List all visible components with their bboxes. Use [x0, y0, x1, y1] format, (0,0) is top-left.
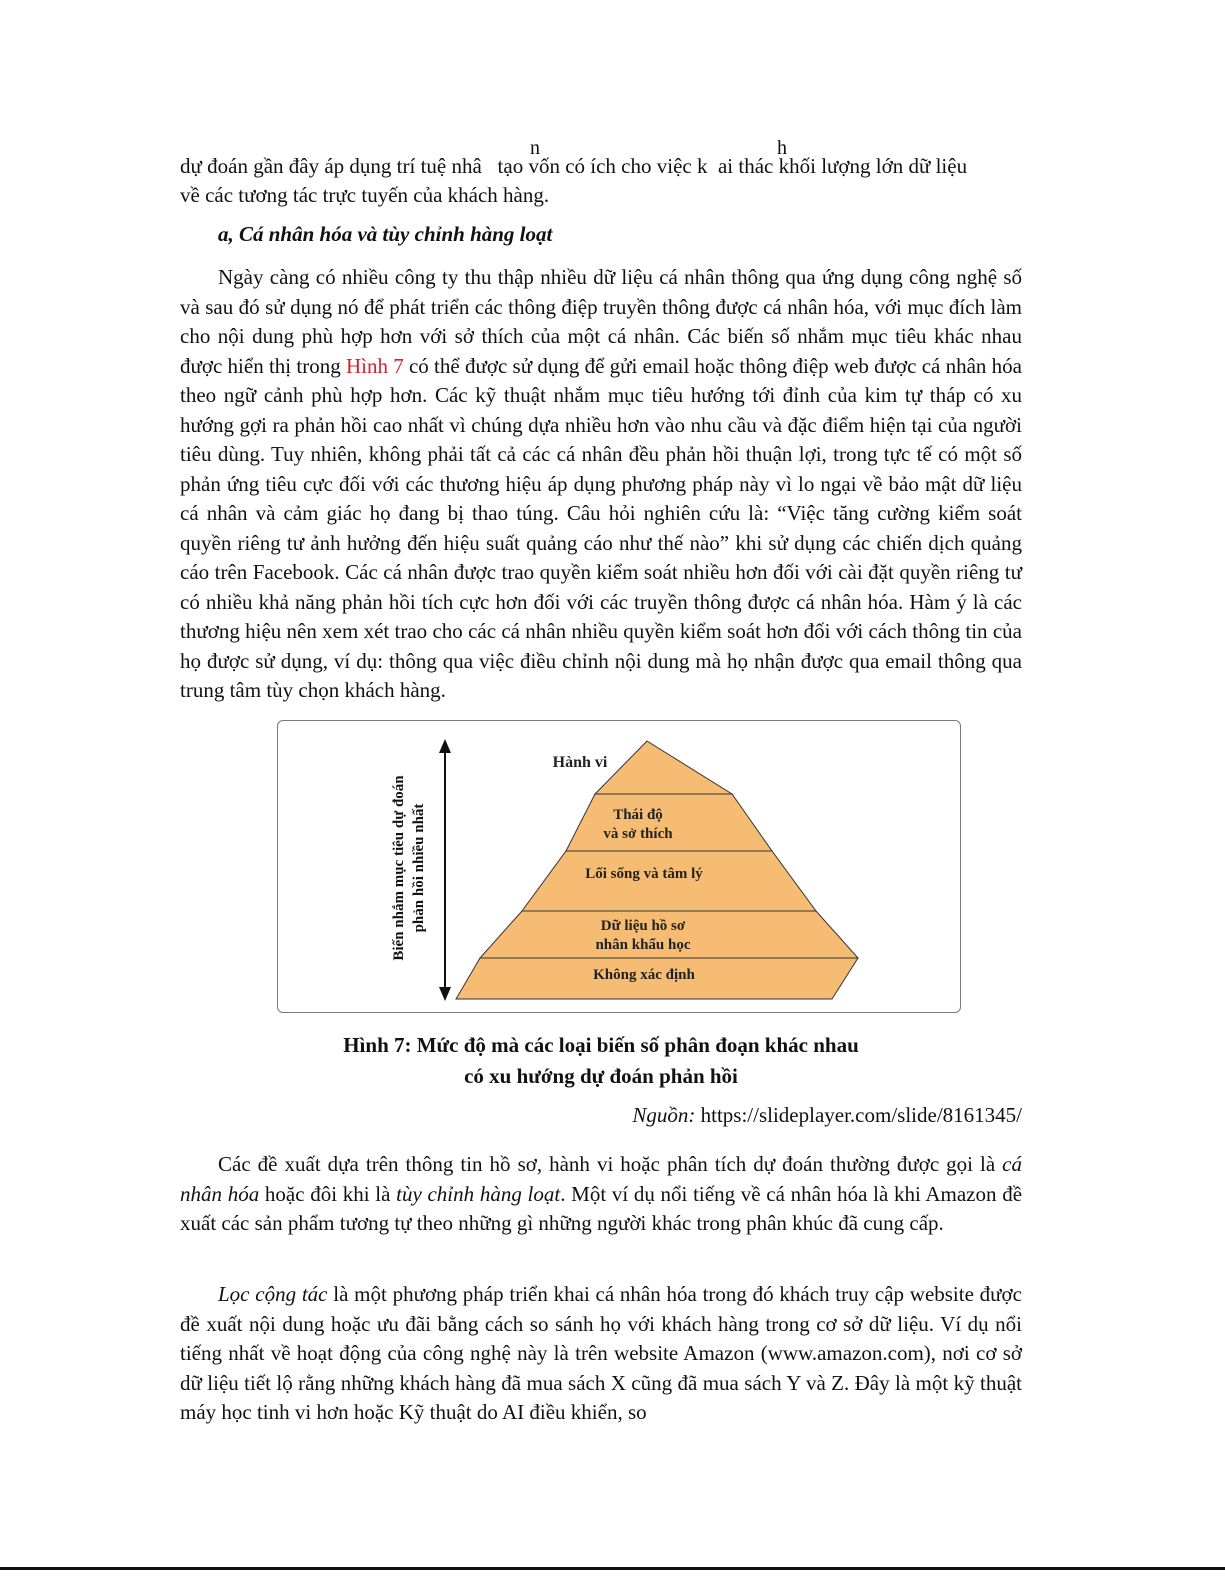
- figure-source: [632, 1100, 1022, 1130]
- figure-reference-link[interactable]: Hình 7: [345, 353, 404, 378]
- bottom-border-rule: [0, 1567, 1225, 1570]
- level-label-demographic-line-1: Dữ liệu hồ sơ: [600, 918, 686, 934]
- p3-term-collaborative-filtering: Lọc cộng tác: [218, 1282, 328, 1306]
- pyramid-layer-behavior: [595, 741, 732, 794]
- level-label-behavior: Hành vi: [552, 754, 608, 771]
- level-label-lifestyle: Lối sống và tâm lý: [585, 866, 703, 882]
- continued-line-1: dự đoán gần đây áp dụng trí tuệ nhâ tạo vốn có ích cho việc k ai thác khối lượng lớn dữ liệu: [180, 154, 968, 178]
- paragraph-text-after-ref: có thể được sử dụng để gửi email hoặc thông điệp web được cá nhân hóa theo ngữ cảnh phù hợp hơn. Các kỹ thuật nhắm mục tiêu hướng tới đỉnh của kim tự tháp có xu hướng gợi ra phản hồi cao nhất vì chúng dựa nhiều hơn vào nhu cầu và đặc điểm hiện tại của người tiêu dùng. Tuy nhiên, không phải tất cả các cá nhân đều phản hồi thuận lợi, trong tực tế có một số phản ứng tiêu cực đối với các thương hiệu áp dụng phương pháp này vì lo ngại về bảo mật dữ liệu cá nhân và cảm giác họ đang bị thao túng. Câu hỏi nghiên cứu là: “Việc tăng cường kiểm soát quyền riêng tư ảnh hưởng đến hiệu suất quảng cáo như thế nào” khi sử dụng các chiến dịch quảng cáo trên Facebook. Các cá nhân được trao quyền kiểm soát nhiều hơn đối với cài đặt quyền riêng tư có nhiều khả năng phản hồi tích cực hơn đối với các truyền thông được cá nhân hóa. Hàm ý là các thương hiệu nên xem xét trao cho các cá nhân nhiều quyền kiểm soát hơn đối với cách thông tin của họ được sử dụng, ví dụ: thông qua việc điều chỉnh nội dung mà họ nhận được qua email thông qua trung tâm tùy chọn khách hàng.: [180, 353, 1022, 702]
- paragraph-collaborative-filtering: [180, 1280, 1022, 1428]
- stray-letter-n: n: [530, 137, 540, 159]
- source-label: Nguồn:: [632, 1103, 696, 1127]
- pyramid-layer-attitudes: [566, 794, 772, 851]
- level-label-attitudes-line-2: và sở thích: [603, 826, 673, 842]
- source-url[interactable]: https://slideplayer.com/slide/8161345/: [695, 1103, 1022, 1127]
- caption-line-2: có xu hướng dự đoán phản hồi: [464, 1064, 738, 1088]
- level-label-demographic-line-2: nhân khẩu học: [595, 937, 691, 953]
- p3-text: là một phương pháp triển khai cá nhân hóa trong đó khách truy cập website được đề xuất nội dung hoặc ưu đãi bằng cách so sánh họ với khách hàng trong cơ sở dữ liệu. Ví dụ nổi tiếng nhất về hoạt động của công nghệ này là trên website Amazon (www.amazon.com), nơi cơ sở dữ liệu tiết lộ rằng những khách hàng đã mua sách X cũng đã mua sách Y và Z. Đây là một kỹ thuật máy học tinh vi hơn hoặc Kỹ thuật do AI điều khiển, so: [180, 1282, 1022, 1424]
- p2-text-2: hoặc đôi khi là: [259, 1181, 397, 1206]
- caption-line-1: Hình 7: Mức độ mà các loại biến số phân đoạn khác nhau: [343, 1033, 859, 1057]
- p2-term-mass-customization: tùy chỉnh hàng loạt: [396, 1181, 561, 1206]
- p2-text-1: Các đề xuất dựa trên thông tin hồ sơ, hành vi hoặc phân tích dự đoán thường được gọi là: [218, 1152, 1003, 1176]
- pyramid-diagram: [278, 721, 962, 1014]
- p2-term-personalization: cá nhân hóa: [180, 1152, 1022, 1206]
- paragraph-text-before-ref: Ngày càng có nhiều công ty thu thập nhiều dữ liệu cá nhân thông qua ứng dụng công nghệ số và sau đó sử dụng nó để phát triển các thông điệp truyền thông được cá nhân hóa, với mục đích làm cho nội dung phù hợp hơn với sở thích của một cá nhân. Các biến số nhắm mục tiêu khác nhau được hiển thị trong: [180, 265, 1022, 378]
- level-label-attitudes-line-1: Thái độ: [613, 807, 663, 823]
- p2-text-3: . Một ví dụ nổi tiếng về cá nhân hóa là khi Amazon đề xuất các sản phẩm tương tự theo những gì những người khác trong phân khúc đã cung cấp.: [180, 1181, 1023, 1235]
- level-label-undefined: Không xác định: [593, 967, 695, 983]
- arrow-down-icon: [439, 987, 451, 1001]
- figure-caption: [180, 1030, 1022, 1092]
- paragraph-recommendations: [180, 1150, 1022, 1239]
- continued-line-2: về các tương tác trực tuyến của khách hàng.: [180, 183, 550, 207]
- axis-label-line-1: Biến nhắm mục tiêu dự đoán: [391, 775, 407, 961]
- arrow-up-icon: [439, 739, 451, 753]
- stray-letter-h: h: [777, 137, 787, 159]
- paragraph-personalization: [180, 263, 1022, 706]
- figure-pyramid: [277, 720, 961, 1013]
- axis-label-line-2: phản hồi nhiều nhất: [411, 803, 427, 933]
- section-heading: a, Cá nhân hóa và tùy chỉnh hàng loạt: [218, 222, 553, 246]
